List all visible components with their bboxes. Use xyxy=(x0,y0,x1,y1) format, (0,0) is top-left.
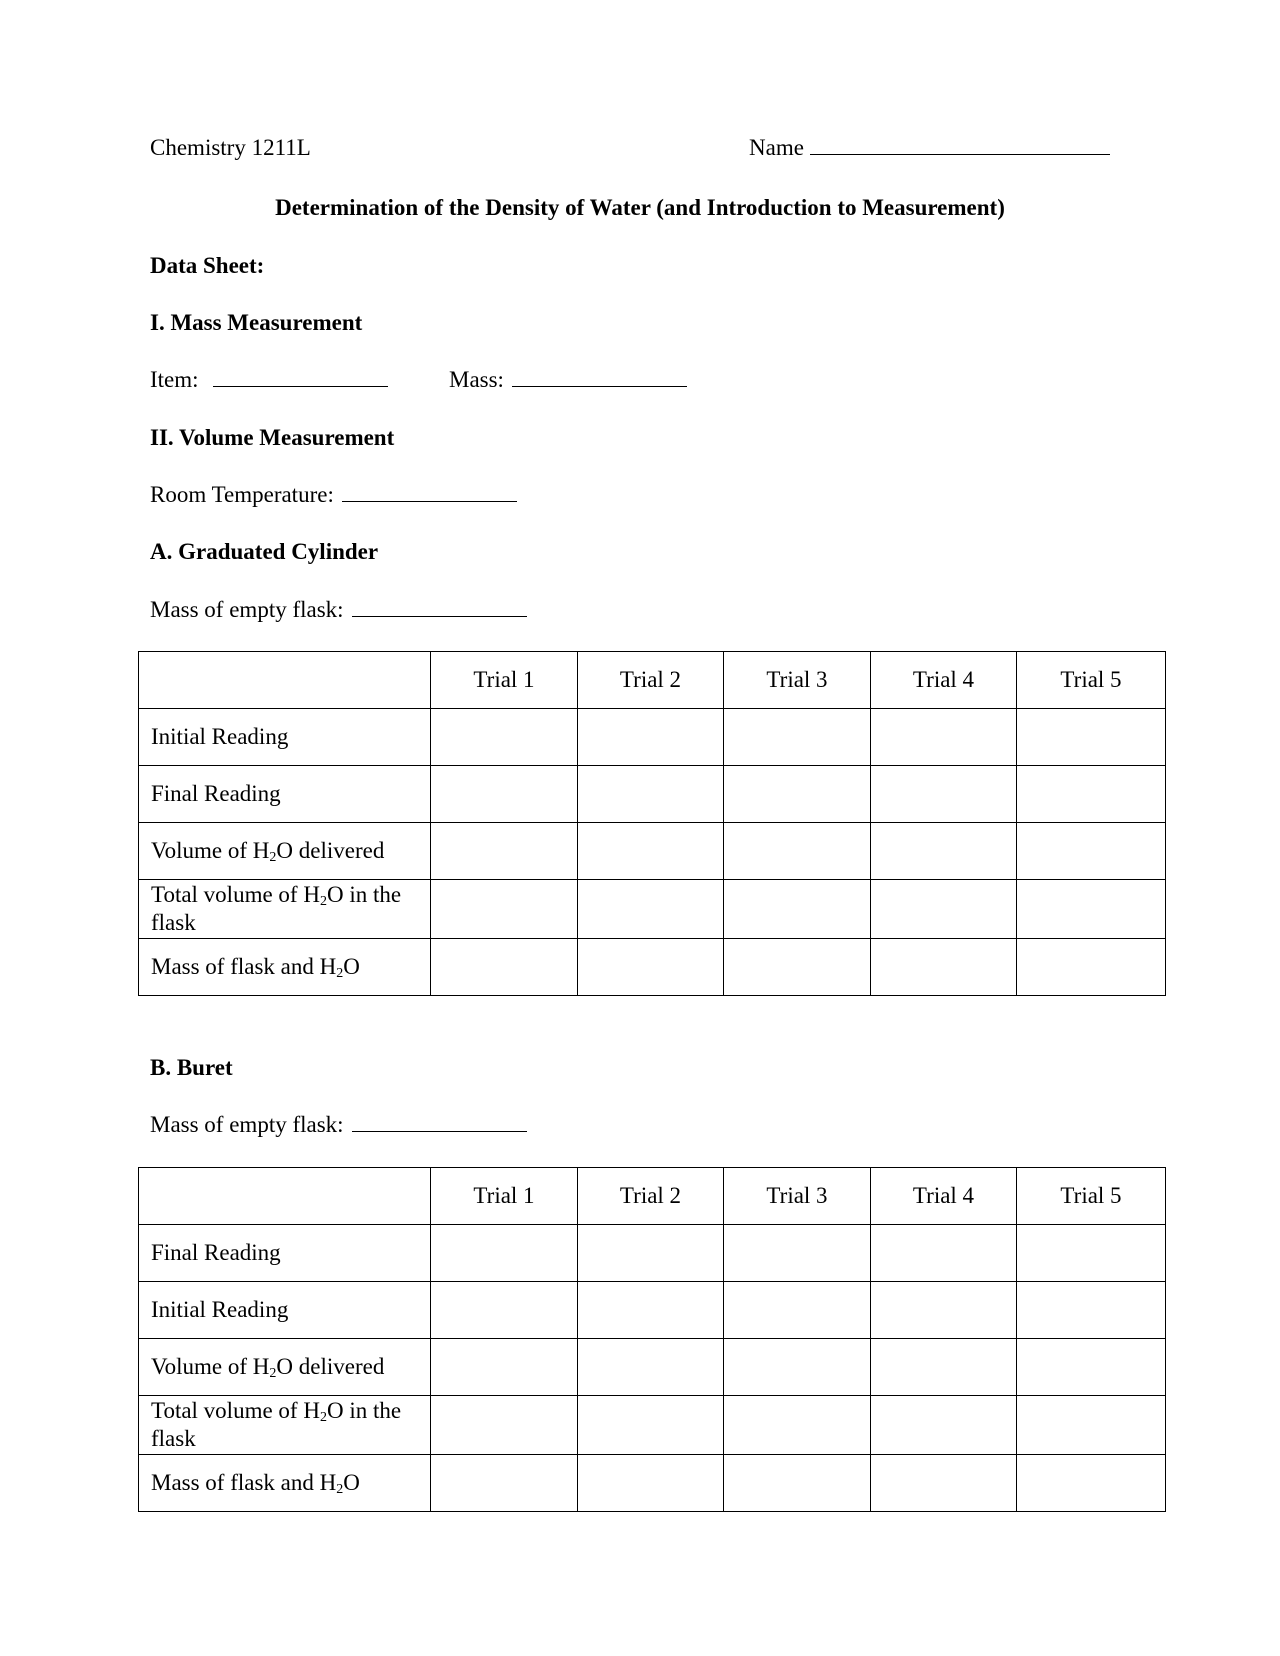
table-row xyxy=(139,1225,1166,1282)
data-cell[interactable] xyxy=(1017,709,1166,766)
mass-measurement-heading: I. Mass Measurement xyxy=(150,310,363,335)
data-cell[interactable] xyxy=(578,1339,724,1396)
data-cell[interactable] xyxy=(724,1282,871,1339)
data-cell[interactable] xyxy=(724,709,871,766)
column-header: Trial 1 xyxy=(431,652,578,709)
data-cell[interactable] xyxy=(871,1282,1017,1339)
corner-cell xyxy=(139,1168,431,1225)
mass-field-row xyxy=(449,368,687,391)
table-row xyxy=(139,1396,1166,1455)
table-row xyxy=(139,1282,1166,1339)
data-cell[interactable] xyxy=(431,1396,578,1455)
row-label: Total volume of $H_2O$ in the flask xyxy=(139,880,431,939)
room-temp-blank[interactable] xyxy=(342,499,517,502)
item-blank[interactable] xyxy=(213,384,388,387)
table-row xyxy=(139,823,1166,880)
data-cell[interactable] xyxy=(578,1396,724,1455)
column-header: Trial 5 xyxy=(1017,1168,1166,1225)
data-cell[interactable] xyxy=(871,1455,1017,1512)
data-cell[interactable] xyxy=(1017,1455,1166,1512)
row-label: Final Reading xyxy=(139,1225,431,1282)
data-cell[interactable] xyxy=(431,1225,578,1282)
data-cell[interactable] xyxy=(431,1339,578,1396)
data-cell[interactable] xyxy=(431,1455,578,1512)
item-field-row xyxy=(150,368,388,391)
table-row xyxy=(139,1339,1166,1396)
row-label: Mass of flask and $H_2O$ xyxy=(139,1455,431,1512)
table-row xyxy=(139,1455,1166,1512)
data-cell[interactable] xyxy=(578,1225,724,1282)
data-cell[interactable] xyxy=(431,766,578,823)
data-cell[interactable] xyxy=(724,1225,871,1282)
column-header: Trial 2 xyxy=(578,652,724,709)
data-cell[interactable] xyxy=(871,939,1017,996)
volume-measurement-heading: II. Volume Measurement xyxy=(150,425,395,450)
data-cell[interactable] xyxy=(578,709,724,766)
room-temp-row xyxy=(150,483,517,506)
partB-mass-empty-label: Mass of empty flask: xyxy=(150,1112,344,1137)
name-label: Name xyxy=(749,135,804,160)
column-header: Trial 5 xyxy=(1017,652,1166,709)
data-cell[interactable] xyxy=(871,1339,1017,1396)
data-cell[interactable] xyxy=(431,939,578,996)
data-cell[interactable] xyxy=(871,766,1017,823)
table-header-row xyxy=(139,652,1166,709)
partA-mass-empty-blank[interactable] xyxy=(352,614,527,617)
name-blank[interactable] xyxy=(810,152,1110,155)
data-sheet-heading: Data Sheet: xyxy=(150,253,265,278)
partA-mass-empty-label: Mass of empty flask: xyxy=(150,597,344,622)
data-cell[interactable] xyxy=(724,766,871,823)
column-header: Trial 4 xyxy=(871,652,1017,709)
room-temp-label: Room Temperature: xyxy=(150,482,334,507)
data-cell[interactable] xyxy=(724,880,871,939)
data-cell[interactable] xyxy=(871,1225,1017,1282)
data-cell[interactable] xyxy=(1017,1396,1166,1455)
data-cell[interactable] xyxy=(871,709,1017,766)
data-cell[interactable] xyxy=(724,939,871,996)
column-header: Trial 3 xyxy=(724,1168,871,1225)
row-label: Final Reading xyxy=(139,766,431,823)
row-label: Initial Reading xyxy=(139,709,431,766)
data-cell[interactable] xyxy=(431,823,578,880)
column-header: Trial 4 xyxy=(871,1168,1017,1225)
data-cell[interactable] xyxy=(1017,1225,1166,1282)
row-label: Initial Reading xyxy=(139,1282,431,1339)
corner-cell xyxy=(139,652,431,709)
data-cell[interactable] xyxy=(724,1455,871,1512)
column-header: Trial 3 xyxy=(724,652,871,709)
name-field-row xyxy=(749,136,1110,159)
data-cell[interactable] xyxy=(1017,880,1166,939)
row-label: Volume of $H_2O$ delivered xyxy=(139,1339,431,1396)
partA-mass-empty-row xyxy=(150,598,527,621)
buret-table xyxy=(138,1167,1166,1512)
column-header: Trial 1 xyxy=(431,1168,578,1225)
data-cell[interactable] xyxy=(431,1282,578,1339)
partB-mass-empty-row xyxy=(150,1113,527,1136)
partB-mass-empty-blank[interactable] xyxy=(352,1129,527,1132)
row-label: Mass of flask and $H_2O$ xyxy=(139,939,431,996)
course-label: Chemistry 1211L xyxy=(150,135,311,160)
data-cell[interactable] xyxy=(1017,823,1166,880)
data-cell[interactable] xyxy=(431,709,578,766)
table-row xyxy=(139,709,1166,766)
data-cell[interactable] xyxy=(578,766,724,823)
data-cell[interactable] xyxy=(578,939,724,996)
table-row xyxy=(139,766,1166,823)
data-cell[interactable] xyxy=(578,823,724,880)
data-cell[interactable] xyxy=(1017,766,1166,823)
data-cell[interactable] xyxy=(431,880,578,939)
buret-heading: B. Buret xyxy=(150,1055,233,1080)
graduated-cylinder-heading: A. Graduated Cylinder xyxy=(150,539,379,564)
data-cell[interactable] xyxy=(724,823,871,880)
table-header-row xyxy=(139,1168,1166,1225)
row-label: Total volume of $H_2O$ in the flask xyxy=(139,1396,431,1455)
data-cell[interactable] xyxy=(578,1455,724,1512)
data-cell[interactable] xyxy=(724,1339,871,1396)
table-row xyxy=(139,880,1166,939)
data-cell[interactable] xyxy=(1017,939,1166,996)
item-label: Item: xyxy=(150,367,199,392)
data-cell[interactable] xyxy=(1017,1282,1166,1339)
mass-label: Mass: xyxy=(449,367,504,392)
table-row xyxy=(139,939,1166,996)
graduated-cylinder-table xyxy=(138,651,1166,996)
row-label: Volume of $H_2O$ delivered xyxy=(139,823,431,880)
page-title: Determination of the Density of Water (and Introduction to Measurement) xyxy=(275,195,1005,220)
data-cell[interactable] xyxy=(578,1282,724,1339)
data-cell[interactable] xyxy=(1017,1339,1166,1396)
data-cell[interactable] xyxy=(724,1396,871,1455)
data-cell[interactable] xyxy=(871,880,1017,939)
mass-blank[interactable] xyxy=(512,384,687,387)
data-cell[interactable] xyxy=(871,1396,1017,1455)
column-header: Trial 2 xyxy=(578,1168,724,1225)
data-cell[interactable] xyxy=(578,880,724,939)
data-cell[interactable] xyxy=(871,823,1017,880)
